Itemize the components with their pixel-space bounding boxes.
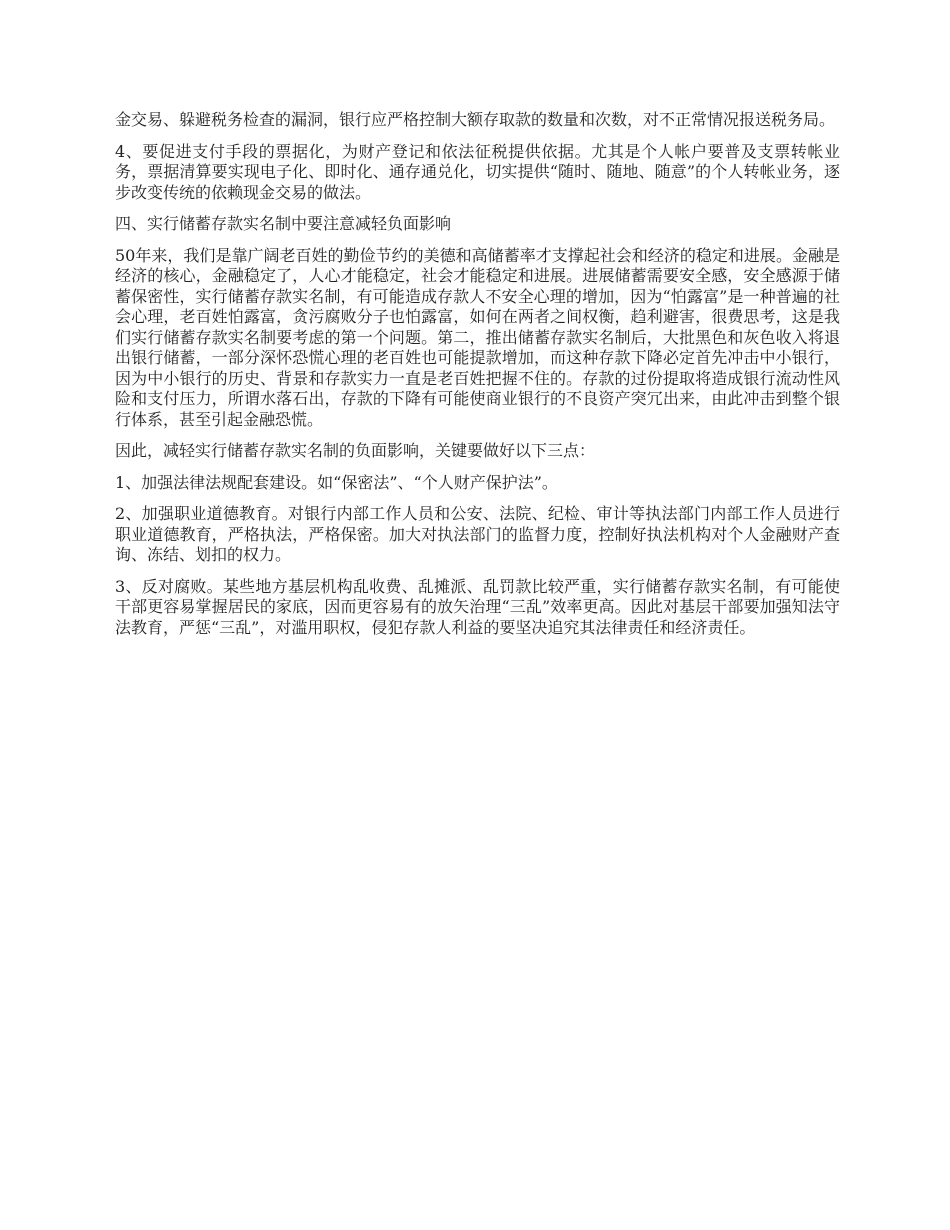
paragraph-tax-report: 金交易、躲避税务检查的漏洞，银行应严格控制大额存取款的数量和次数，对不正常情况报送税务局。: [115, 110, 836, 129]
paragraph-point-ethics: 2、加强职业道德教育。对银行内部工作人员和公安、法院、纪检、审计等执法部门内部工作人员进行职业道德教育，严格执法，严格保密。加大对执法部门的监督力度，控制好执法机构对个人金融财产查询、冻结、划扣的权力。: [115, 504, 840, 564]
document-body: [115, 110, 840, 649]
paragraph-point-law: 1、加强法律法规配套建设。如“保密法”、“个人财产保护法”。: [115, 472, 558, 492]
paragraph-payment-bills: 4、要促进支付手段的票据化，为财产登记和依法征税提供依据。尤其是个人帐户要普及支票转帐业务，票据清算要实现电子化、即时化、通存通兑化，切实提供“随时、随地、随意”的个人转帐业务，逐步改变传统的依赖现金交易的做法。: [115, 141, 840, 202]
paragraph-three-points-intro: 因此，减轻实行储蓄存款实名制的负面影响，关键要做好以下三点：: [115, 441, 596, 460]
section-heading-negative-impact: 四、实行储蓄存款实名制中要注意减轻负面影响: [115, 214, 452, 233]
paragraph-point-anticorruption: 3、反对腐败。某些地方基层机构乱收费、乱摊派、乱罚款比较严重，实行储蓄存款实名制，有可能使干部更容易掌握居民的家底，因而更容易有的放矢治理“三乱”效率更高。因此对基层干部要加强知法守法教育，严惩“三乱”，对滥用职权，侵犯存款人利益的要坚决追究其法律责任和经济责任。: [115, 576, 840, 637]
paragraph-savings-stability: 50年来，我们是靠广阔老百姓的勤俭节约的美德和高储蓄率才支撑起社会和经济的稳定和进展。金融是经济的核心，金融稳定了，人心才能稳定，社会才能稳定和进展。进展储蓄需要安全感，安全感源于储蓄保密性，实行储蓄存款实名制，有可能造成存款人不安全心理的增加，因为“怕露富”是一种普遍的社会心理，老百姓怕露富，贪污腐败分子也怕露富，如何在两者之间权衡，趋利避害，很费思考，这是我们实行储蓄存款实名制要考虑的第一个问题。第二，推出储蓄存款实名制后，大批黑色和灰色收入将退出银行储蓄，一部分深怀恐慌心理的老百姓也可能提款增加，而这种存款下降必定首先冲击中小银行，因为中小银行的历史、背景和存款实力一直是老百姓把握不住的。存款的过份提取将造成银行流动性风险和支付压力，所谓水落石出，存款的下降有可能使商业银行的不良资产突冗出来，由此冲击到整个银行体系，甚至引起金融恐慌。: [115, 245, 840, 429]
